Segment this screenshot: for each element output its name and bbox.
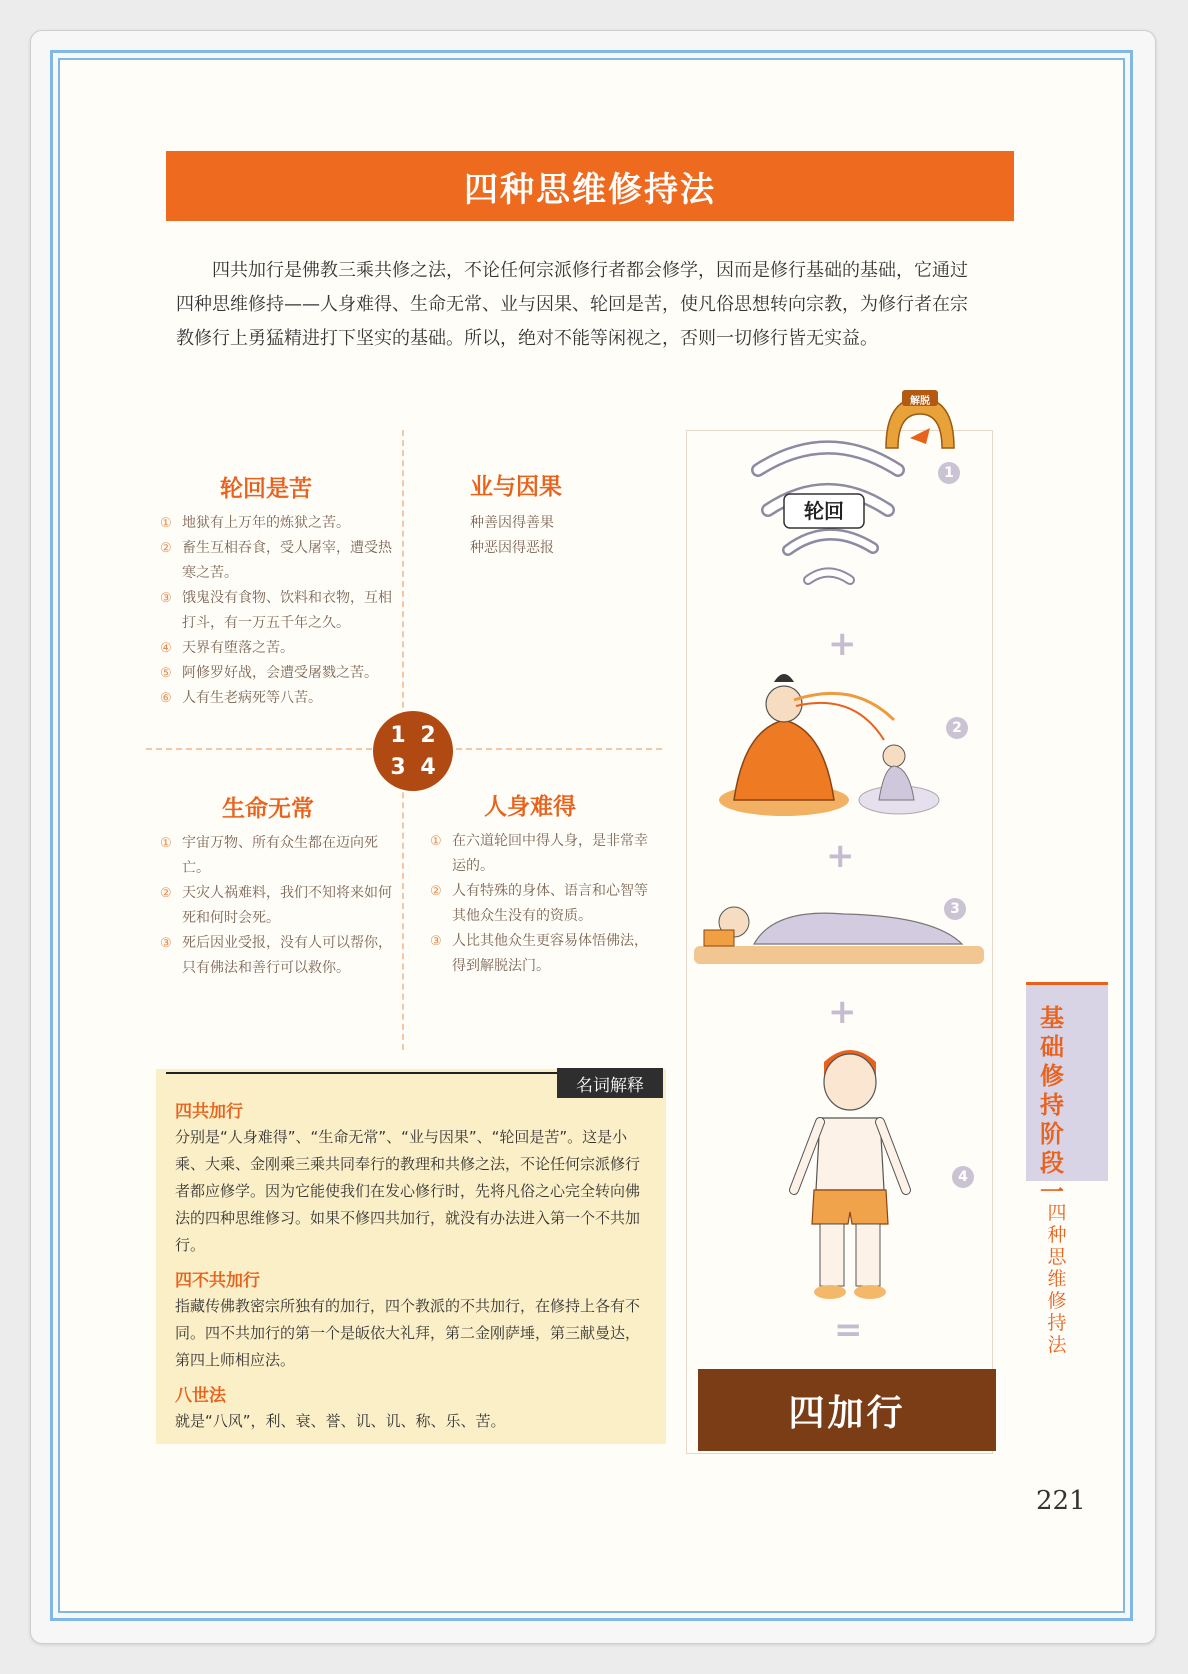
quadrant-yeyu-line: 种恶因得恶报 — [470, 540, 554, 556]
equals-sign: = — [834, 1310, 863, 1350]
glossary-definition: 就是“八风”，利、衰、誉、讥、讥、称、乐、苦。 — [175, 1412, 506, 1430]
human-body-illustration — [780, 1040, 920, 1310]
glossary-term: 八世法 — [175, 1386, 226, 1406]
glossary-tag: 名词解释 — [557, 1068, 663, 1098]
plus-sign: + — [828, 624, 857, 664]
glossary-content — [175, 1100, 645, 1435]
step-number-1: 1 — [938, 462, 960, 484]
quadrant-lunhui-list — [160, 511, 392, 711]
plus-sign: + — [826, 836, 855, 876]
quadrant-shengming-list — [160, 831, 392, 981]
glossary-definition: 分别是“人身难得”、“生命无常”、“业与因果”、“轮回是苦”。这是小乘、大乘、金刚乘三乘共同奉行的教理和共修之法，不论任何宗派修行者都应修学。因为它能使我们在发心修行时，先将凡俗之心完全转向佛法的四种思维修习。如果不修四共加行，就没有办法进入第一个不共加行。 — [175, 1128, 641, 1254]
intro-paragraph: 四共加行是佛教三乘共修之法，不论任何宗派修行者都会修学，因而是修行基础的基础，它通过四种思维修持——人身难得、生命无常、业与因果、轮回是苦，使凡俗思想转向宗教，为修行者在宗教修行上勇猛精进打下坚实的基础。所以，绝对不能等闲视之，否则一切修行皆无实益。 — [176, 260, 968, 349]
quadrant-shengming — [160, 790, 392, 981]
center-number-badge: 1 2 3 4 — [373, 711, 453, 791]
list-item: ① 在六道轮回中得人身，是非常幸运的。 — [430, 833, 648, 874]
list-item: ② 畜生互相吞食，受人屠宰，遭受热寒之苦。 — [160, 540, 392, 581]
glossary-definition: 指藏传佛教密宗所独有的加行，四个教派的不共加行，在修持上各有不同。四不共加行的第一个是皈依大礼拜，第二金刚萨埵，第三献曼达，第四上师相应法。 — [175, 1297, 641, 1369]
list-item: ③ 人比其他众生更容易体悟佛法，得到解脱法门。 — [430, 933, 648, 974]
dying-person-illustration — [694, 878, 984, 968]
quadrant-yeyu — [470, 468, 650, 561]
list-item: ④ 天界有堕落之苦。 — [160, 640, 294, 656]
liberation-label: 解脱 — [910, 396, 930, 407]
chapter-tab-subtitle: 四种思维修持法 — [1047, 1202, 1067, 1356]
page-number: 221 — [1036, 1486, 1086, 1516]
glossary-term: 四不共加行 — [175, 1271, 260, 1291]
list-item: ⑤ 阿修罗好战，会遭受屠戮之苦。 — [160, 665, 378, 681]
quadrant-renshen-title: 人身难得 — [484, 794, 576, 820]
quadrant-lunhui — [160, 470, 392, 711]
glossary-term: 四共加行 — [175, 1102, 243, 1122]
samsara-spiral-illustration — [738, 430, 918, 600]
wheel-label: 轮回 — [804, 499, 844, 523]
step-number-3: 3 — [944, 898, 966, 920]
list-item: ② 人有特殊的身体、语言和心智等其他众生没有的资质。 — [430, 883, 648, 924]
quadrant-shengming-title: 生命无常 — [222, 796, 314, 822]
quadrant-renshen — [430, 788, 656, 979]
result-banner: 四加行 — [698, 1369, 996, 1451]
list-item: ② 天灾人祸难料，我们不知将来如何死和何时会死。 — [160, 885, 392, 926]
quadrant-yeyu-title: 业与因果 — [470, 474, 562, 500]
plus-sign: + — [828, 992, 857, 1032]
list-item: ① 宇宙万物、所有众生都在迈向死亡。 — [160, 835, 378, 876]
step-number-2: 2 — [946, 717, 968, 739]
chapter-tab-title: 基础修持阶段一 — [1040, 1004, 1064, 1206]
quadrant-yeyu-line: 种善因得善果 — [470, 515, 554, 531]
list-item: ⑥ 人有生老病死等八苦。 — [160, 690, 322, 706]
list-item: ③ 饿鬼没有食物、饮料和衣物，互相打斗，有一万五千年之久。 — [160, 590, 392, 631]
meditating-master-illustration — [714, 660, 944, 820]
quadrant-lunhui-title: 轮回是苦 — [220, 476, 312, 502]
step-number-4: 4 — [952, 1166, 974, 1188]
list-item: ③ 死后因业受报，没有人可以帮你，只有佛法和善行可以救你。 — [160, 935, 392, 976]
quadrant-renshen-list — [430, 829, 656, 979]
list-item: ① 地狱有上万年的炼狱之苦。 — [160, 515, 350, 531]
page-title: 四种思维修持法 — [166, 151, 1014, 221]
